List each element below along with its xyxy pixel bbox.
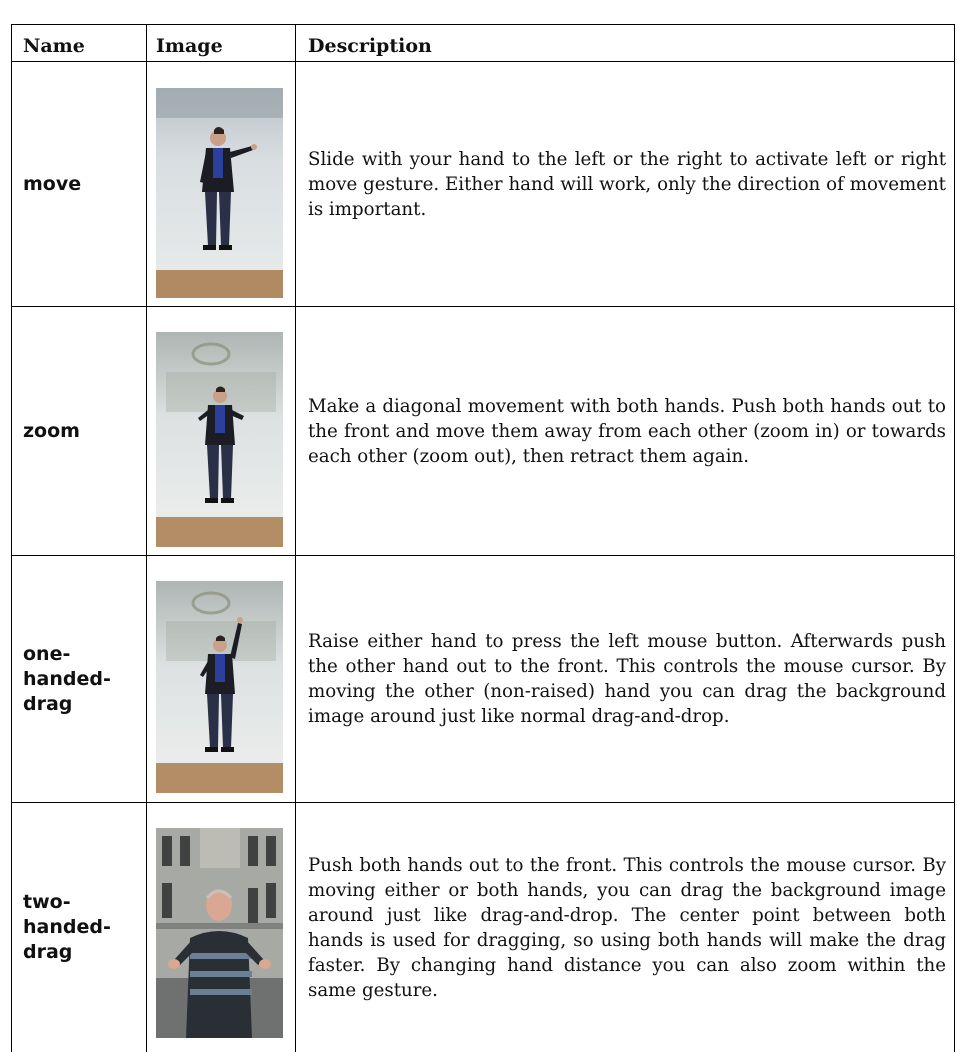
person-pushing-both-hands-photo [156,332,283,547]
gesture-description-one-handed-drag: Raise either hand to press the left mouse button. Afterwards push the other hand out to the front. This controls the mouse cursor. By moving the other (non-raised) hand you can drag the background image around just like normal drag-and-drop. [308,631,946,727]
header-name: Name [23,35,85,57]
table-row-name [23,62,138,306]
header-description: Description [308,35,432,57]
table-row-description [308,556,946,802]
header-image: Image [156,35,223,57]
gesture-name-one-handed-drag: one- handed- drag [23,642,111,715]
table-row-name [23,307,138,555]
gesture-description-zoom: Make a diagonal movement with both hands. Push both hands out to the front and move them away from each other (zoom in) or towards each other (zoom out), then retract them again. [308,395,946,467]
table-row-description [308,307,946,555]
table-row-name [23,803,138,1052]
table-row-description [308,803,946,1052]
table-row-description [308,62,946,306]
person-moving-hand-sideways-photo [156,88,283,298]
man-with-both-hands-forward-photo [156,828,283,1038]
gesture-name-zoom: zoom [23,419,80,442]
table-top-border [11,24,954,25]
column-divider [295,24,296,1052]
table-row-name [23,556,138,802]
person-raising-one-hand-photo [156,581,283,793]
gesture-description-move: Slide with your hand to the left or the right to activate left or right move gesture. Either hand will work, only the direction of movement is important. [308,148,946,220]
column-divider [146,24,147,1052]
gesture-name-move: move [23,172,82,195]
gesture-name-two-handed-drag: two- handed- drag [23,891,111,963]
gesture-description-two-handed-drag: Push both hands out to the front. This controls the mouse cursor. By moving either or both hands, you can drag the background image around just like drag-and-drop. The center point between both hands is used for dragging, so using both hands will make the drag faster. By changing hand distance you can also zoom within the same gesture. [308,854,946,1001]
table-right-border [954,24,955,1052]
table-left-border [11,24,12,1052]
